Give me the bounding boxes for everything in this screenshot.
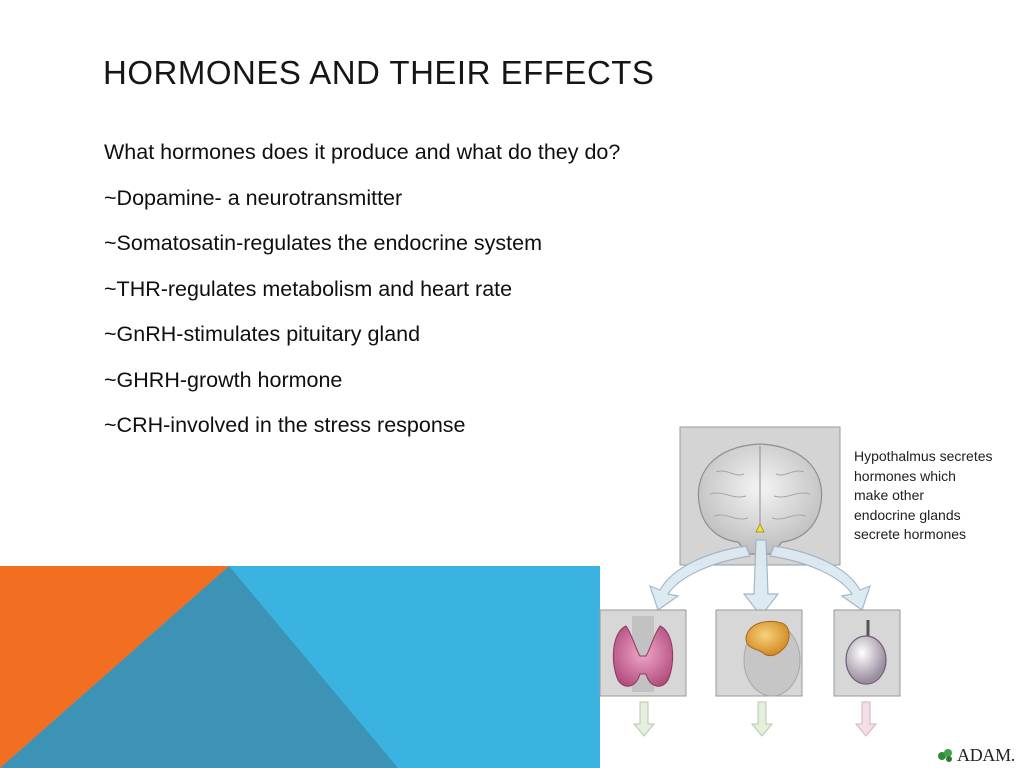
adam-logo [937,742,1015,768]
corner-decoration [0,566,600,768]
body-line-ghrh: ~GHRH-growth hormone [104,367,343,392]
caption-line-5: secrete hormones [854,526,967,542]
slide-title: HORMONES AND THEIR EFFECTS [103,54,655,91]
thyroid-panel [600,610,686,696]
caption-line-1: Hypothalmus secretes [854,448,993,464]
caption-line-2: hormones which [854,467,956,484]
body-line-question: What hormones does it produce and what do they do? [104,140,621,164]
brand-text: ADAM. [957,744,1016,765]
gonad-panel [834,610,900,696]
diagram-caption [854,447,1022,545]
slide-body [104,130,784,449]
output-arrows [634,702,876,736]
gonad-icon [846,636,886,684]
body-line-somatostatin: ~Somatosatin-regulates the endocrine system [104,231,542,255]
output-arrow-center-icon [752,702,772,736]
adrenal-panel [716,610,802,696]
leaf-icon [937,747,955,763]
caption-line-4: endocrine glands [854,506,961,523]
output-arrow-right-icon [856,702,876,736]
body-line-thr: ~THR-regulates metabolism and heart rate [104,276,513,301]
body-line-crh: ~CRH-involved in the stress response [104,413,466,437]
body-line-gnrh: ~GnRH-stimulates pituitary gland [104,322,421,346]
body-line-dopamine: ~Dopamine- a neurotransmitter [104,185,403,210]
caption-line-3: make other [854,487,925,503]
output-arrow-left-icon [634,702,654,736]
